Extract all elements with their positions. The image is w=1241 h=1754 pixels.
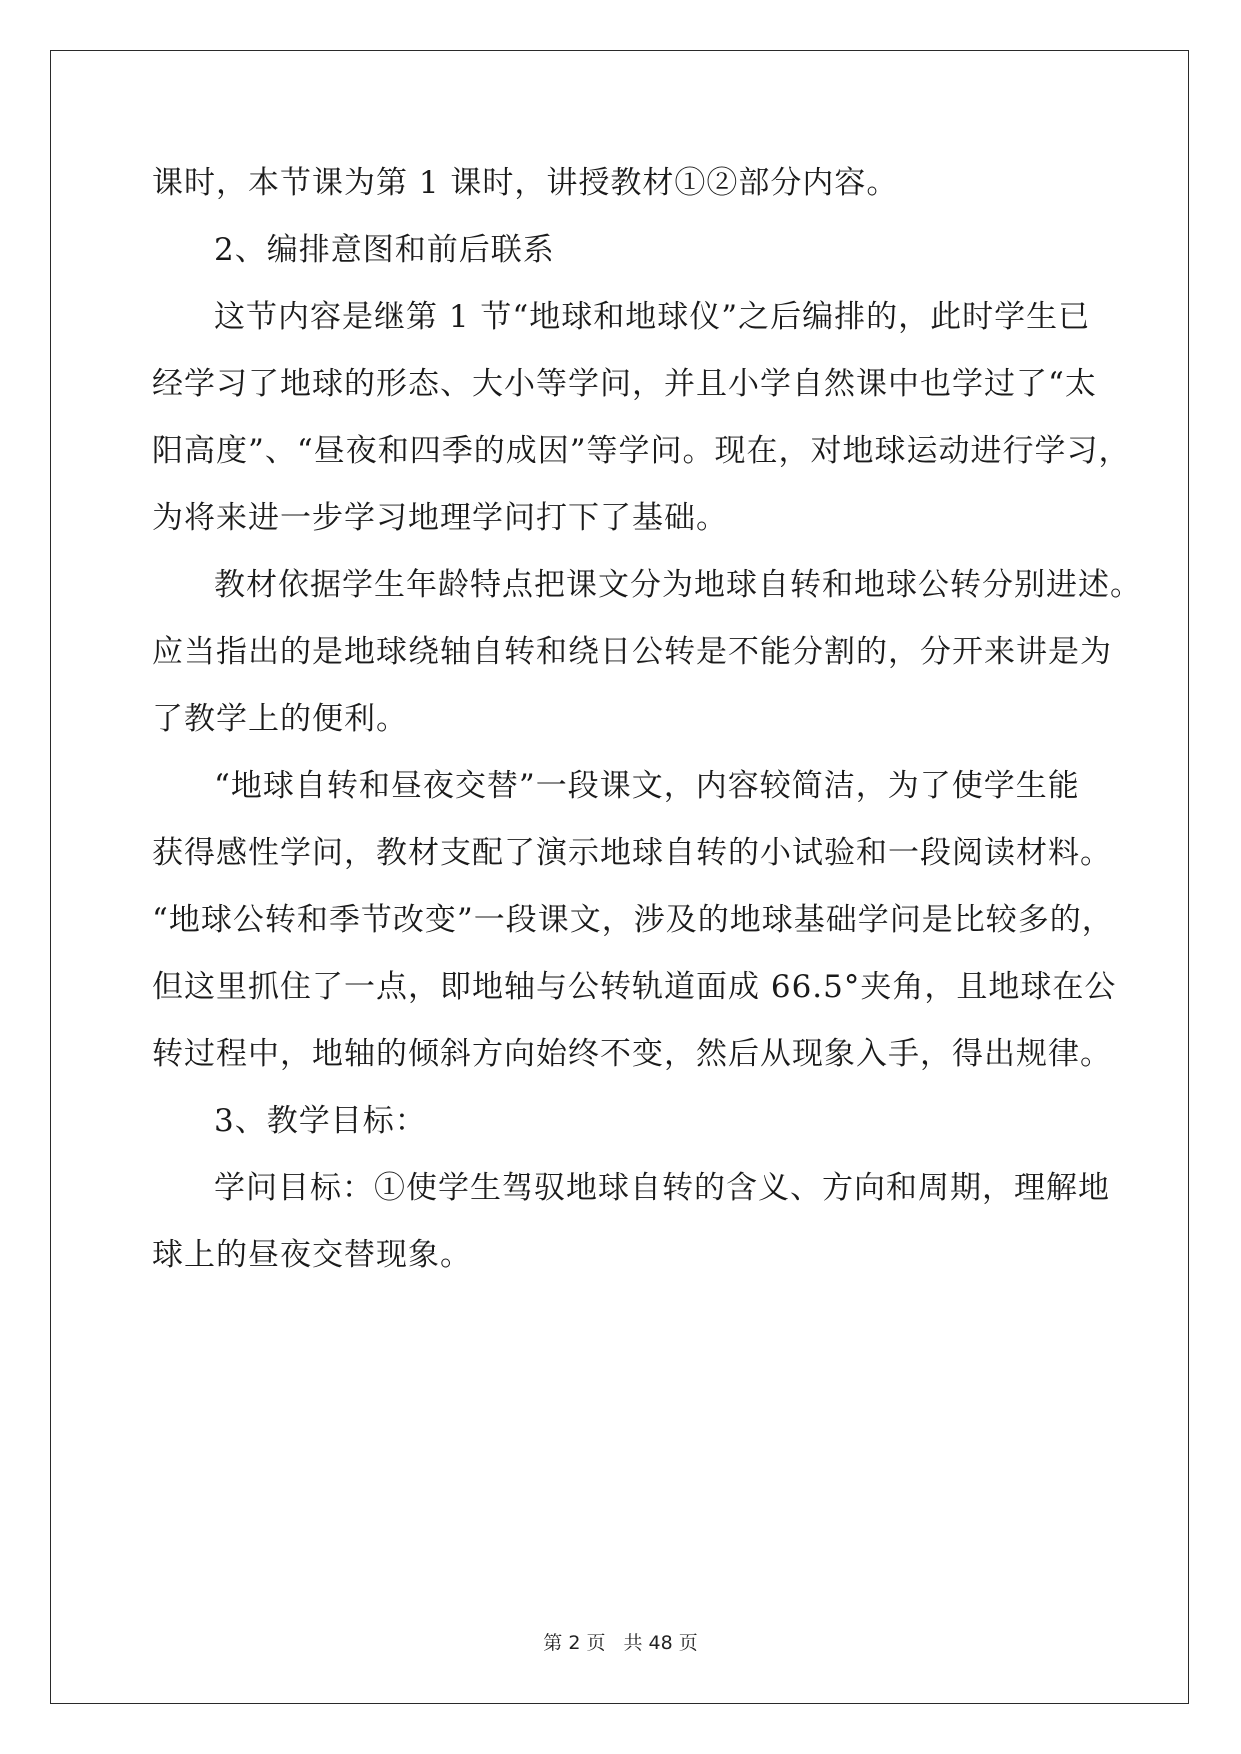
text-line: 获得感性学问，教材支配了演示地球自转的小试验和一段阅读材料。 <box>152 835 1112 871</box>
text-line: 球上的昼夜交替现象。 <box>152 1237 472 1273</box>
page-footer <box>0 1628 1241 1655</box>
text-line: 这节内容是继第 1 节“地球和地球仪”之后编排的，此时学生已 <box>214 299 1091 335</box>
page-total: 共 48 页 <box>623 1632 698 1654</box>
text-line: 应当指出的是地球绕轴自转和绕日公转是不能分割的，分开来讲是为 <box>152 634 1112 670</box>
text-line: 教材依据学生年龄特点把课文分为地球自转和地球公转分别进述。 <box>214 567 1142 603</box>
page-number: 第 2 页 <box>543 1632 606 1654</box>
text-line: 阳高度”、“昼夜和四季的成因”等学问。现在，对地球运动进行学习， <box>152 433 1131 469</box>
text-line: “地球自转和昼夜交替”一段课文，内容较简洁，为了使学生能 <box>214 768 1080 804</box>
document-body <box>152 150 1142 1289</box>
text-line: 为将来进一步学习地理学问打下了基础。 <box>152 500 728 536</box>
section-heading: 3、教学目标： <box>214 1103 427 1139</box>
text-line: 学问目标：①使学生驾驭地球自转的含义、方向和周期，理解地 <box>214 1170 1110 1206</box>
text-line: 了教学上的便利。 <box>152 701 408 737</box>
text-line: 转过程中，地轴的倾斜方向始终不变，然后从现象入手，得出规律。 <box>152 1036 1112 1072</box>
text-line: 但这里抓住了一点，即地轴与公转轨道面成 66.5°夹角，且地球在公 <box>152 969 1117 1005</box>
text-line: 课时，本节课为第 1 课时，讲授教材①②部分内容。 <box>152 165 899 201</box>
text-line: 经学习了地球的形态、大小等学问，并且小学自然课中也学过了“太 <box>152 366 1097 402</box>
section-heading: 2、编排意图和前后联系 <box>214 232 555 268</box>
text-line: “地球公转和季节改变”一段课文，涉及的地球基础学问是比较多的， <box>152 902 1114 938</box>
